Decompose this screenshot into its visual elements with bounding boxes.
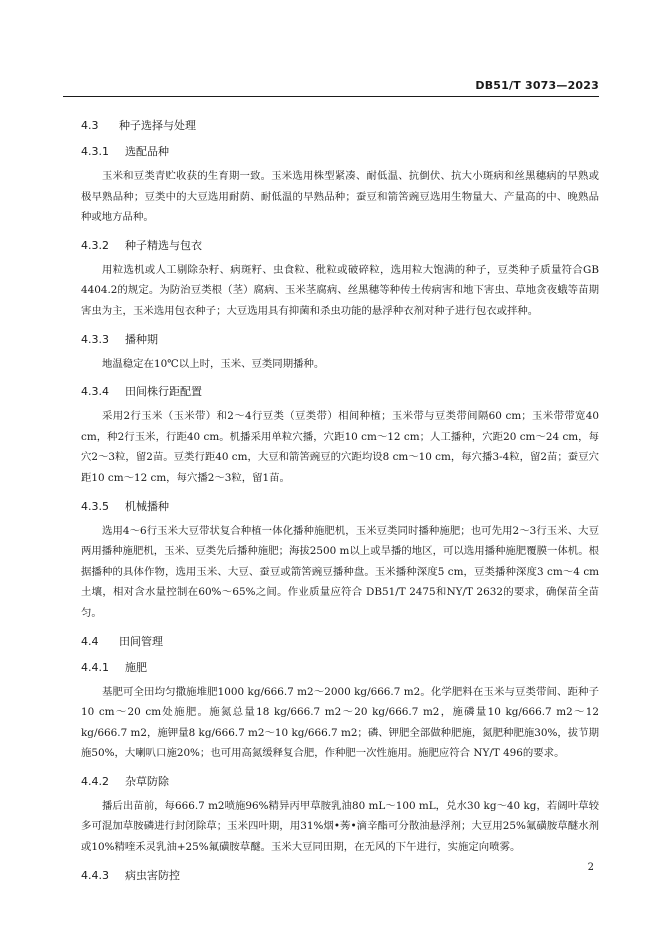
section-title: 播种期 [125,332,158,346]
section-number: 4.3.4 [81,385,109,399]
page-number: 2 [587,862,594,873]
section-heading [81,774,599,790]
section-title: 选配品种 [125,145,169,158]
section-heading [81,868,599,884]
section-title: 杂草防除 [125,774,169,788]
section-heading [81,499,599,515]
section-title: 病虫害防控 [125,868,180,882]
section-heading [81,144,599,160]
section-number: 4.3.3 [81,332,109,346]
header-rule [63,96,599,97]
section-heading [81,660,599,676]
section-number: 4.3.1 [81,145,109,158]
section-number: 4.4.3 [81,868,109,882]
section-title: 机械播种 [125,499,169,513]
body-paragraph: 选用4～6行玉米大豆带状复合种植一体化播种施肥机，玉米豆类同时播种施肥；也可先用2～3行玉米、大豆两用播种施肥机，玉米、豆类先后播种施肥；海拔2500 m以上或旱播的地区，可以选用播种施肥覆膜一体机。根据播种的具体作物，选用玉米、大豆、蚕豆或箭筈豌豆播种盘。玉米播种深度5 cm，豆类播种深度3 cm～4 cm土壤，相对含水量控制在60%～65%之间。作业质量应符合 DB51/T 2475和NY/T 2632的要求，确保苗全苗匀。 [81,524,599,619]
section-heading [81,384,599,400]
section-number: 4.4.2 [81,774,109,788]
document-body [81,108,599,890]
body-paragraph: 基肥可全田均匀撒施堆肥1000 kg/666.7 m2～2000 kg/666.7 m2。化学肥料在玉米与豆类带间、距种子10 cm～20 cm处施肥。施氮总量18 kg/666.7 m2～20 kg/666.7 m2，施磷量10 kg/666.7 m2～12 kg/666.7 m2，施钾量8 kg/666.7 m2～10 kg/666.7 m2；磷、钾肥全部做种肥施，氮肥种肥施30%，拔节期施50%，大喇叭口施20%；也可用高氮缓释复合肥，作种肥一次性施用。施肥应符合 NY/T 496的要求。 [81,685,599,760]
section-number: 4.4.1 [81,660,109,674]
section-heading [81,332,599,348]
body-paragraph: 播后出苗前，每666.7 m2喷施96%精异丙甲草胺乳油80 mL～100 mL，兑水30 kg～40 kg，若阔叶草较多可混加草胺磷进行封闭除草；玉米四叶期，用31%烟•莠•滴辛酯可分散油悬浮剂；大豆用25%氟磺胺草醚水剂或10%精喹禾灵乳油+25%氟磺胺草醚。玉米大豆同田期，在无风的下午进行，实施定向喷雾。 [81,799,599,854]
section-number: 4.3.5 [81,499,109,513]
body-paragraph: 地温稳定在10℃以上时，玉米、豆类同期播种。 [102,357,325,370]
section-title: 田间株行距配置 [125,385,202,399]
body-paragraph: 用粒选机或人工剔除杂籽、病斑籽、虫食粒、秕粒或破碎粒，选用粒大饱满的种子，豆类种子质量符合GB 4404.2的规定。为防治豆类根（茎）腐病、玉米茎腐病、丝黑穗等种传土传病害和地下害虫、草地贪夜蛾等苗期害虫为主，玉米选用包衣种子；大豆选用具有抑菌和杀虫功能的悬浮种衣剂对种子进行包衣或拌种。 [81,263,599,317]
section-heading [81,118,599,134]
section-number: 4.3.2 [81,238,109,252]
section-number: 4.3 [81,119,99,132]
section-title: 种子选择与处理 [119,119,196,132]
body-paragraph: 采用2行玉米（玉米带）和2～4行豆类（豆类带）相间种植；玉米带与豆类带间隔60 cm；玉米带带宽40 cm，种2行玉米，行距40 cm。机播采用单粒穴播，穴距10 cm～12 cm；人工播种，穴距20 cm～24 cm，每穴2～3粒，留2苗。豆类行距40 cm，大豆和箭筈豌豆的穴距均设8 cm～10 cm，每穴播3-4粒，留2苗；蚕豆穴距10 cm～12 cm，每穴播2～3粒，留1苗。 [81,410,599,484]
document-code: DB51/T 3073—2023 [475,79,599,92]
section-heading [81,634,599,650]
section-title: 种子精选与包衣 [125,238,202,252]
body-paragraph: 玉米和豆类青贮收获的生育期一致。玉米选用株型紧凑、耐低温、抗倒伏、抗大小斑病和丝黑穗病的早熟或极早熟品种；豆类中的大豆选用耐荫、耐低温的早熟品种；蚕豆和箭筈豌豆选用生物量大、产量高的中、晚熟品种或地方品种。 [81,170,599,224]
section-title: 田间管理 [119,634,163,648]
section-number: 4.4 [81,634,99,648]
section-title: 施肥 [125,660,147,674]
section-heading [81,238,599,254]
